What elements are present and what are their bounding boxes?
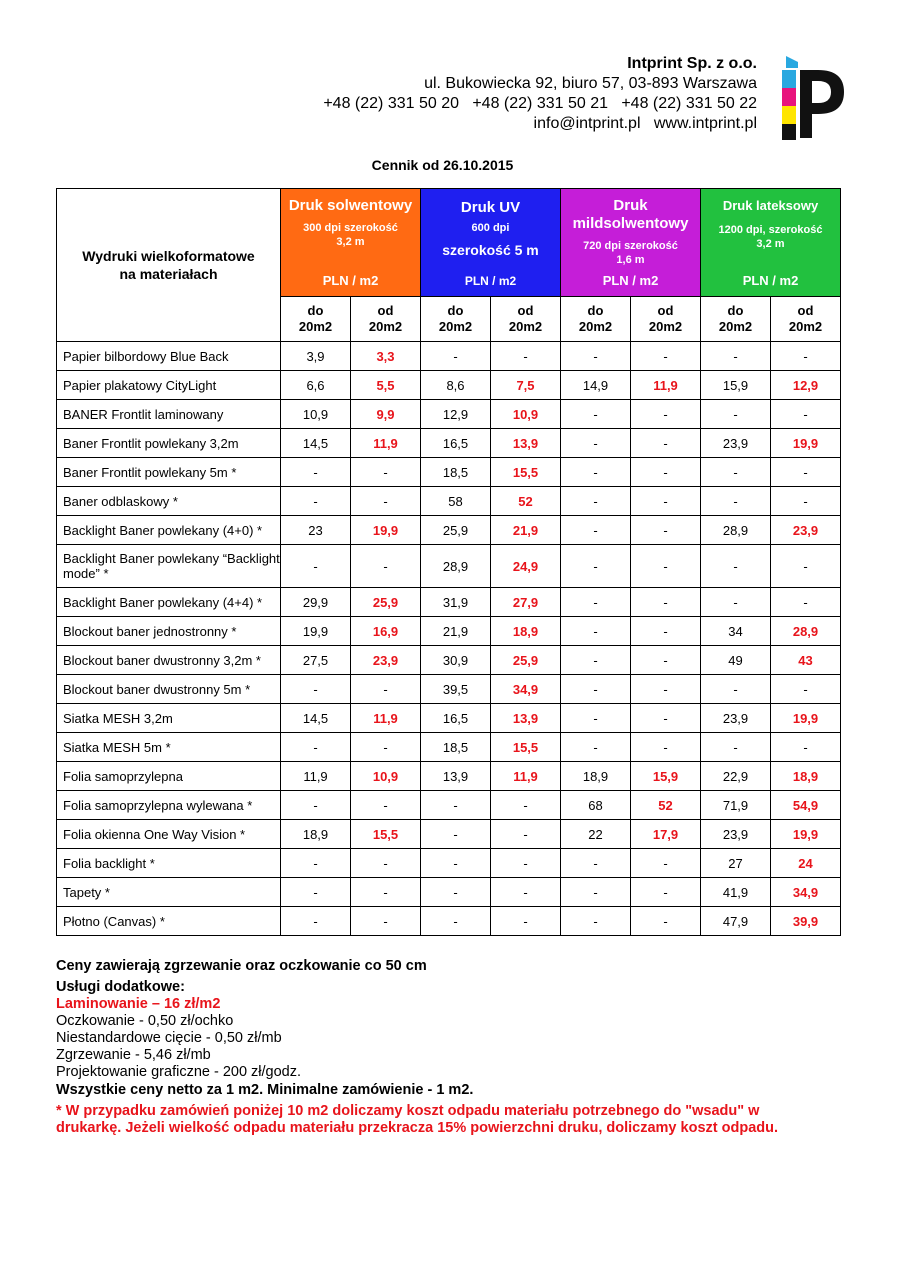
price-over-20m2: 18,9 (491, 617, 561, 646)
price-under-20m2: - (701, 342, 771, 371)
price-over-20m2: 11,9 (351, 704, 421, 733)
price-over-20m2: - (631, 675, 701, 704)
price-over-20m2: - (491, 820, 561, 849)
price-over-20m2: 25,9 (351, 588, 421, 617)
price-under-20m2: 27,5 (281, 646, 351, 675)
material-name: Folia samoprzylepna wylewana * (57, 791, 281, 820)
price-over-20m2: 54,9 (771, 791, 841, 820)
intprint-logo (778, 54, 848, 142)
price-over-20m2: 52 (491, 487, 561, 516)
price-under-20m2: - (701, 487, 771, 516)
price-under-20m2: - (561, 588, 631, 617)
material-name: Backlight Baner powlekany (4+0) * (57, 516, 281, 545)
table-row (57, 878, 841, 907)
price-over-20m2: - (491, 791, 561, 820)
table-row (57, 762, 841, 791)
price-under-20m2: - (561, 878, 631, 907)
price-over-20m2: 15,5 (351, 820, 421, 849)
table-row (57, 733, 841, 762)
price-under-20m2: 23,9 (701, 704, 771, 733)
company-contact: info@intprint.pl www.intprint.pl (533, 115, 757, 132)
price-under-20m2: - (561, 516, 631, 545)
price-over-20m2: - (631, 907, 701, 936)
price-under-20m2: 19,9 (281, 617, 351, 646)
price-under-20m2: 18,9 (561, 762, 631, 791)
price-under-20m2: - (281, 791, 351, 820)
price-under-20m2: - (561, 617, 631, 646)
price-under-20m2: - (561, 545, 631, 588)
price-over-20m2: - (771, 733, 841, 762)
price-over-20m2: 5,5 (351, 371, 421, 400)
price-over-20m2: - (351, 849, 421, 878)
price-under-20m2: - (701, 458, 771, 487)
notes-service-item: Oczkowanie - 0,50 zł/ochko (56, 1013, 234, 1029)
company-phones: +48 (22) 331 50 20 +48 (22) 331 50 21 +48 (22) 331 50 22 (323, 95, 757, 112)
table-row (57, 646, 841, 675)
price-under-20m2: 8,6 (421, 371, 491, 400)
table-row (57, 791, 841, 820)
material-name: Tapety * (57, 878, 281, 907)
table-row (57, 849, 841, 878)
sub-header-do: do 20m2 (281, 297, 351, 342)
material-name: Folia samoprzylepna (57, 762, 281, 791)
price-over-20m2: 13,9 (491, 429, 561, 458)
price-under-20m2: - (421, 878, 491, 907)
price-under-20m2: - (421, 849, 491, 878)
table-row (57, 907, 841, 936)
price-over-20m2: - (631, 342, 701, 371)
sub-header-do: do 20m2 (561, 297, 631, 342)
price-over-20m2: 28,9 (771, 617, 841, 646)
price-under-20m2: - (701, 733, 771, 762)
price-under-20m2: - (701, 675, 771, 704)
sub-header-od: od 20m2 (771, 297, 841, 342)
price-under-20m2: - (421, 907, 491, 936)
price-over-20m2: 52 (631, 791, 701, 820)
category-uv: Druk UV 600 dpi szerokość 5 m PLN / m2 (421, 189, 561, 297)
price-over-20m2: 24,9 (491, 545, 561, 588)
category-latex: Druk lateksowy 1200 dpi, szerokość 3,2 m PLN / m2 (701, 189, 841, 297)
price-over-20m2: 17,9 (631, 820, 701, 849)
material-name: Baner odblaskowy * (57, 487, 281, 516)
price-under-20m2: - (561, 849, 631, 878)
category-mildsolvent: Druk mildsolwentowy 720 dpi szerokość 1,6 m PLN / m2 (561, 189, 701, 297)
material-name: Papier bilbordowy Blue Back (57, 342, 281, 371)
notes-waste: * W przypadku zamówień poniżej 10 m2 doliczamy koszt odpadu materiału potrzebnego do "wsadu" w drukarkę. Jeżeli wielkość odpadu materiału przekracza 15% powierzchni druku, doliczamy koszt odpadu. (56, 1103, 778, 1136)
price-under-20m2: 27 (701, 849, 771, 878)
price-over-20m2: - (771, 342, 841, 371)
price-over-20m2: 10,9 (491, 400, 561, 429)
material-name: Baner Frontlit powlekany 5m * (57, 458, 281, 487)
notes-section (56, 958, 816, 1137)
price-under-20m2: - (561, 400, 631, 429)
table-row (57, 342, 841, 371)
sub-header-od: od 20m2 (491, 297, 561, 342)
price-under-20m2: 10,9 (281, 400, 351, 429)
price-under-20m2: - (561, 458, 631, 487)
price-over-20m2: 12,9 (771, 371, 841, 400)
price-list-title: Cennik od 26.10.2015 (371, 157, 514, 173)
price-under-20m2: 22 (561, 820, 631, 849)
price-under-20m2: 47,9 (701, 907, 771, 936)
price-under-20m2: 14,9 (561, 371, 631, 400)
price-under-20m2: 18,5 (421, 458, 491, 487)
price-under-20m2: 71,9 (701, 791, 771, 820)
price-under-20m2: 31,9 (421, 588, 491, 617)
price-over-20m2: - (491, 849, 561, 878)
price-under-20m2: 11,9 (281, 762, 351, 791)
price-under-20m2: - (561, 487, 631, 516)
material-name: Folia okienna One Way Vision * (57, 820, 281, 849)
price-over-20m2: 24 (771, 849, 841, 878)
notes-service-item: Projektowanie graficzne - 200 zł/godz. (56, 1064, 302, 1080)
price-under-20m2: 28,9 (421, 545, 491, 588)
notes-service-item: Zgrzewanie - 5,46 zł/mb (56, 1047, 211, 1063)
price-over-20m2: 34,9 (491, 675, 561, 704)
price-under-20m2: 16,5 (421, 429, 491, 458)
price-under-20m2: 22,9 (701, 762, 771, 791)
price-over-20m2: - (631, 878, 701, 907)
price-under-20m2: 58 (421, 487, 491, 516)
table-row (57, 675, 841, 704)
table-row (57, 429, 841, 458)
table-row (57, 617, 841, 646)
price-over-20m2: - (631, 588, 701, 617)
price-under-20m2: - (281, 458, 351, 487)
price-over-20m2: 19,9 (771, 704, 841, 733)
price-under-20m2: - (561, 733, 631, 762)
price-under-20m2: 23,9 (701, 429, 771, 458)
price-under-20m2: 23,9 (701, 820, 771, 849)
price-under-20m2: 23 (281, 516, 351, 545)
price-over-20m2: 43 (771, 646, 841, 675)
price-over-20m2: 9,9 (351, 400, 421, 429)
price-over-20m2: 39,9 (771, 907, 841, 936)
price-under-20m2: 12,9 (421, 400, 491, 429)
price-under-20m2: - (701, 588, 771, 617)
price-under-20m2: 29,9 (281, 588, 351, 617)
price-under-20m2: - (281, 733, 351, 762)
price-over-20m2: - (631, 400, 701, 429)
price-over-20m2: 27,9 (491, 588, 561, 617)
price-over-20m2: 23,9 (771, 516, 841, 545)
price-over-20m2: - (351, 907, 421, 936)
price-over-20m2: - (351, 458, 421, 487)
price-over-20m2: 11,9 (351, 429, 421, 458)
price-over-20m2: 7,5 (491, 371, 561, 400)
price-over-20m2: - (771, 487, 841, 516)
price-under-20m2: 49 (701, 646, 771, 675)
price-under-20m2: 18,9 (281, 820, 351, 849)
price-under-20m2: - (281, 849, 351, 878)
price-under-20m2: 18,5 (421, 733, 491, 762)
price-under-20m2: - (561, 646, 631, 675)
price-under-20m2: - (561, 907, 631, 936)
price-over-20m2: 11,9 (631, 371, 701, 400)
material-name: Blockout baner dwustronny 3,2m * (57, 646, 281, 675)
price-over-20m2: - (351, 545, 421, 588)
notes-service-item: Niestandardowe cięcie - 0,50 zł/mb (56, 1030, 282, 1046)
price-over-20m2: 23,9 (351, 646, 421, 675)
table-row (57, 516, 841, 545)
price-under-20m2: - (561, 429, 631, 458)
price-under-20m2: - (701, 400, 771, 429)
price-under-20m2: 39,5 (421, 675, 491, 704)
price-over-20m2: - (771, 545, 841, 588)
price-over-20m2: - (351, 878, 421, 907)
price-over-20m2: - (631, 487, 701, 516)
price-under-20m2: - (421, 791, 491, 820)
price-under-20m2: 34 (701, 617, 771, 646)
company-address: ul. Bukowiecka 92, biuro 57, 03-893 Warszawa (424, 75, 757, 92)
price-under-20m2: 14,5 (281, 429, 351, 458)
category-solvent: Druk solwentowy 300 dpi szerokość 3,2 m PLN / m2 (281, 189, 421, 297)
price-under-20m2: 41,9 (701, 878, 771, 907)
material-name: Blockout baner jednostronny * (57, 617, 281, 646)
notes-netto: Wszystkie ceny netto za 1 m2. Minimalne zamówienie - 1 m2. (56, 1082, 474, 1098)
price-under-20m2: 15,9 (701, 371, 771, 400)
table-row (57, 487, 841, 516)
table-row (57, 820, 841, 849)
sub-header-do: do 20m2 (421, 297, 491, 342)
price-over-20m2: 19,9 (771, 429, 841, 458)
price-under-20m2: 16,5 (421, 704, 491, 733)
price-under-20m2: 68 (561, 791, 631, 820)
price-over-20m2: - (631, 516, 701, 545)
price-under-20m2: - (701, 545, 771, 588)
price-under-20m2: 30,9 (421, 646, 491, 675)
price-over-20m2: 15,5 (491, 458, 561, 487)
price-under-20m2: - (561, 342, 631, 371)
sub-header-do: do 20m2 (701, 297, 771, 342)
price-over-20m2: - (631, 704, 701, 733)
price-over-20m2: - (631, 429, 701, 458)
price-under-20m2: 6,6 (281, 371, 351, 400)
table-row (57, 400, 841, 429)
price-under-20m2: 21,9 (421, 617, 491, 646)
company-name: Intprint Sp. z o.o. (627, 55, 757, 72)
company-header (323, 54, 757, 134)
price-over-20m2: 16,9 (351, 617, 421, 646)
price-under-20m2: - (421, 820, 491, 849)
price-over-20m2: - (771, 458, 841, 487)
price-under-20m2: - (561, 675, 631, 704)
price-under-20m2: 25,9 (421, 516, 491, 545)
price-under-20m2: - (281, 907, 351, 936)
notes-lamination: Laminowanie – 16 zł/m2 (56, 996, 221, 1012)
material-name: Backlight Baner powlekany “Backlight mode” * (57, 545, 281, 588)
table-row (57, 371, 841, 400)
price-under-20m2: - (281, 545, 351, 588)
price-under-20m2: - (421, 342, 491, 371)
price-over-20m2: - (631, 849, 701, 878)
material-name: Płotno (Canvas) * (57, 907, 281, 936)
material-name: Siatka MESH 3,2m (57, 704, 281, 733)
price-over-20m2: 19,9 (351, 516, 421, 545)
price-over-20m2: - (771, 588, 841, 617)
material-name: Folia backlight * (57, 849, 281, 878)
price-over-20m2: - (351, 791, 421, 820)
price-over-20m2: 13,9 (491, 704, 561, 733)
price-over-20m2: - (771, 400, 841, 429)
price-over-20m2: 21,9 (491, 516, 561, 545)
sub-header-od: od 20m2 (631, 297, 701, 342)
price-under-20m2: 3,9 (281, 342, 351, 371)
material-name: Backlight Baner powlekany (4+4) * (57, 588, 281, 617)
price-over-20m2: 3,3 (351, 342, 421, 371)
price-under-20m2: - (281, 878, 351, 907)
price-under-20m2: - (281, 675, 351, 704)
sub-header-od: od 20m2 (351, 297, 421, 342)
price-table (56, 188, 841, 936)
price-over-20m2: - (631, 733, 701, 762)
table-row (57, 545, 841, 588)
price-over-20m2: 11,9 (491, 762, 561, 791)
price-over-20m2: - (771, 675, 841, 704)
table-corner-header: Wydruki wielkoformatowe na materiałach (57, 189, 281, 342)
price-under-20m2: 14,5 (281, 704, 351, 733)
price-over-20m2: 34,9 (771, 878, 841, 907)
price-under-20m2: 28,9 (701, 516, 771, 545)
material-name: BANER Frontlit laminowany (57, 400, 281, 429)
table-row (57, 458, 841, 487)
price-over-20m2: - (351, 675, 421, 704)
price-over-20m2: 25,9 (491, 646, 561, 675)
table-row (57, 588, 841, 617)
price-over-20m2: - (351, 487, 421, 516)
price-over-20m2: 19,9 (771, 820, 841, 849)
table-row (57, 704, 841, 733)
price-over-20m2: - (631, 646, 701, 675)
material-name: Siatka MESH 5m * (57, 733, 281, 762)
price-over-20m2: 10,9 (351, 762, 421, 791)
price-under-20m2: - (561, 704, 631, 733)
price-over-20m2: - (631, 545, 701, 588)
price-over-20m2: - (491, 342, 561, 371)
price-over-20m2: - (631, 617, 701, 646)
notes-services-title: Usługi dodatkowe: (56, 979, 185, 995)
material-name: Baner Frontlit powlekany 3,2m (57, 429, 281, 458)
material-name: Papier plakatowy CityLight (57, 371, 281, 400)
price-over-20m2: - (491, 878, 561, 907)
notes-included: Ceny zawierają zgrzewanie oraz oczkowanie co 50 cm (56, 958, 427, 974)
price-under-20m2: - (281, 487, 351, 516)
price-over-20m2: 15,9 (631, 762, 701, 791)
price-over-20m2: 18,9 (771, 762, 841, 791)
price-over-20m2: - (631, 458, 701, 487)
price-over-20m2: - (491, 907, 561, 936)
price-over-20m2: - (351, 733, 421, 762)
price-under-20m2: 13,9 (421, 762, 491, 791)
price-over-20m2: 15,5 (491, 733, 561, 762)
material-name: Blockout baner dwustronny 5m * (57, 675, 281, 704)
